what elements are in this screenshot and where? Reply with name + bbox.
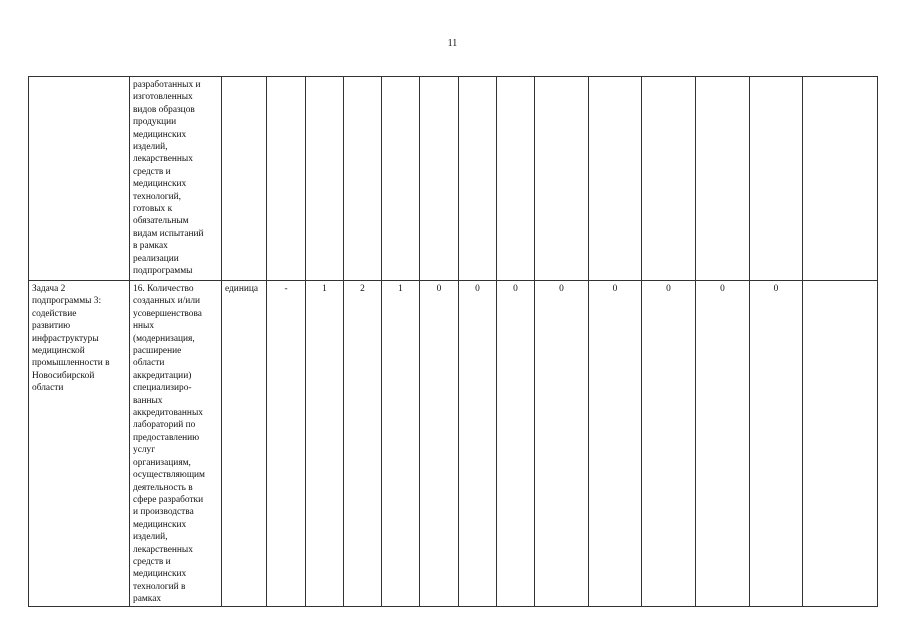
value-cell	[642, 77, 696, 281]
task-text-line: Задача 2	[32, 284, 66, 294]
value-cell	[459, 77, 497, 281]
indicator-text-line: организациям,	[133, 457, 191, 468]
indicator-text-line: изделий,	[133, 532, 168, 543]
indicator-text-line: аккредитованных	[133, 408, 203, 419]
indicator-text-line: готовых к	[133, 204, 173, 215]
value-cell	[750, 77, 803, 281]
indicator-text-line: видов образцов	[133, 104, 195, 115]
value-cell	[803, 281, 878, 607]
task-text-line: медицинской	[32, 346, 85, 357]
indicator-text-line: медицинских	[133, 179, 187, 190]
task-text-line: инфраструктуры	[32, 333, 99, 344]
value-cell	[696, 77, 750, 281]
indicator-text-line: реализации	[133, 253, 179, 264]
indicator-text-line: средств и	[133, 556, 171, 567]
indicators-table	[28, 76, 878, 607]
task-cell	[29, 77, 130, 281]
indicator-text-line: подпрограммы	[133, 266, 193, 277]
indicator-cell	[130, 281, 222, 607]
value-cell: 0	[589, 281, 642, 607]
indicator-text-line: медицинских	[133, 129, 187, 140]
indicator-text-line: созданных и/или	[133, 296, 201, 307]
indicator-text-line: 16. Количество	[133, 284, 194, 294]
indicator-text-line: медицинских	[133, 569, 187, 580]
task-cell	[29, 281, 130, 607]
indicator-text-line: осуществляющим	[133, 470, 205, 481]
indicator-text-line: обязательным	[133, 216, 189, 227]
indicator-cell	[130, 77, 222, 281]
indicator-text-line: нных	[133, 321, 155, 332]
task-text-line: содействие	[32, 308, 77, 319]
task-text-line: области	[32, 383, 64, 394]
indicator-text-line: лекарственных	[133, 154, 193, 165]
indicator-text-line: видам испытаний	[133, 228, 204, 239]
value-cell: 0	[459, 281, 497, 607]
indicator-text-line: услуг	[133, 445, 156, 456]
value-cell: 1	[382, 281, 420, 607]
table-row	[29, 77, 878, 281]
value-cell	[420, 77, 459, 281]
indicator-text-line: рамках	[133, 594, 162, 605]
value-cell: 0	[750, 281, 803, 607]
value-cell	[344, 77, 382, 281]
indicator-text-line: области	[133, 358, 165, 369]
indicator-text-line: технологий в	[133, 581, 186, 592]
unit-cell	[222, 77, 267, 281]
indicator-text-line: сфере разработки	[133, 494, 204, 505]
indicator-text-line: специализиро-	[133, 383, 192, 394]
indicator-text-line: и производства	[133, 507, 194, 518]
value-cell: 0	[420, 281, 459, 607]
indicator-text-line: усовершенствова	[133, 308, 202, 319]
value-cell: 0	[642, 281, 696, 607]
indicator-text-line: продукции	[133, 117, 177, 128]
task-text-line: развитию	[32, 321, 71, 332]
indicator-text-line: (модернизация,	[133, 333, 195, 344]
indicator-text-line: деятельность в	[133, 482, 193, 493]
value-cell	[497, 77, 535, 281]
value-cell	[267, 77, 306, 281]
value-cell: 0	[497, 281, 535, 607]
value-cell	[535, 77, 589, 281]
value-cell: 0	[696, 281, 750, 607]
value-cell: 2	[344, 281, 382, 607]
indicator-text-line: аккредитации)	[133, 370, 192, 381]
task-text-line: Новосибирской	[32, 370, 95, 381]
indicator-text-line: ванных	[133, 395, 163, 406]
value-cell	[589, 77, 642, 281]
indicator-text-line: в рамках	[133, 241, 168, 252]
value-cell: 1	[306, 281, 344, 607]
value-cell	[803, 77, 878, 281]
indicator-text-line: средств и	[133, 166, 171, 177]
indicator-text-line: предоставлению	[133, 432, 200, 443]
indicator-text-line: технологий,	[133, 191, 181, 202]
indicator-text-line: разработанных и	[133, 80, 201, 90]
page-number: 11	[447, 38, 458, 49]
unit-cell: единица	[222, 281, 267, 607]
indicator-text-line: изделий,	[133, 142, 168, 153]
table-row	[29, 281, 878, 607]
task-text-line: промышленности в	[32, 358, 110, 369]
value-cell: 0	[535, 281, 589, 607]
task-text-line: подпрограммы 3:	[32, 296, 102, 307]
indicator-text-line: медицинских	[133, 519, 187, 530]
value-cell: -	[267, 281, 306, 607]
indicator-text-line: лекарственных	[133, 544, 193, 555]
value-cell	[306, 77, 344, 281]
indicator-text-line: лабораторий по	[133, 420, 196, 431]
indicator-text-line: расширение	[133, 346, 182, 357]
indicator-text-line: изготовленных	[133, 92, 193, 103]
value-cell	[382, 77, 420, 281]
